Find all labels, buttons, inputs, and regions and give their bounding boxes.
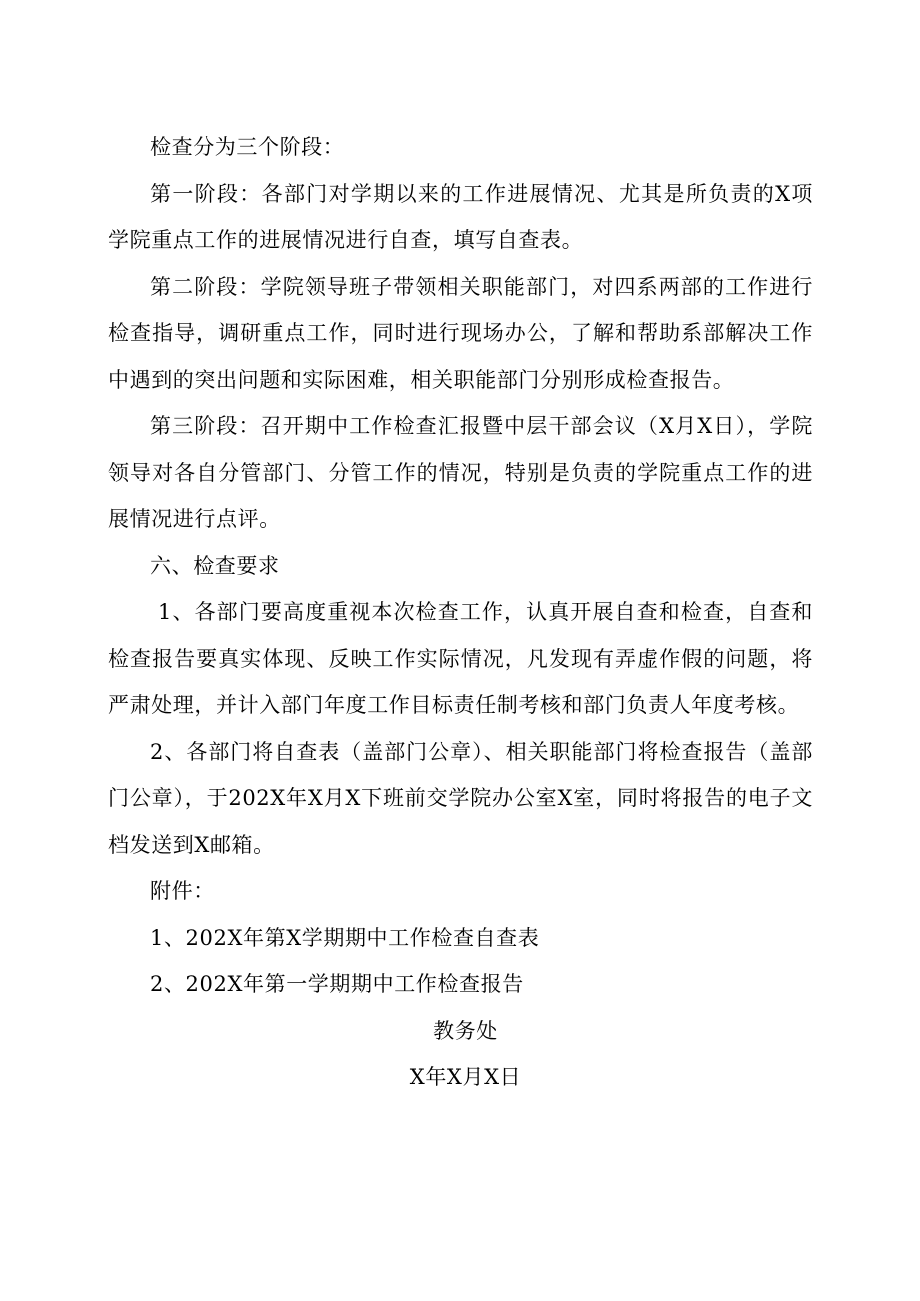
- attachment-two: 2、202X年第一学期期中工作检查报告: [150, 972, 524, 996]
- attachments-heading: 附件：: [150, 879, 215, 903]
- requirement-one-paragraph: 1、各部门要高度重视本次检查工作，认真开展自查和检查，自查和检查报告要真实体现、反映工作实际情况，凡发现有弄虚作假的问题，将严肃处理，并计入部门年度工作目标责任制考核和部门负责人年度考核。: [108, 600, 813, 717]
- stage-one-paragraph: 第一阶段：各部门对学期以来的工作进展情况、尤其是所负责的X项学院重点工作的进展情况进行自查，填写自查表。: [108, 181, 813, 252]
- attachment-one: 1、202X年第X学期期中工作检查自查表: [150, 925, 540, 950]
- signature-block: [108, 1008, 813, 1101]
- stages-intro: 检查分为三个阶段：: [150, 135, 345, 159]
- requirement-two-paragraph: 2、各部门将自查表（盖部门公章）、相关职能部门将检查报告（盖部门公章），于202X年X月X下班前交学院办公室X室，同时将报告的电子文档发送到X邮箱。: [108, 739, 813, 857]
- stage-two-paragraph: 第二阶段：学院领导班子带领相关职能部门，对四系两部的工作进行检查指导，调研重点工作，同时进行现场办公，了解和帮助系部解决工作中遇到的突出问题和实际困难，相关职能部门分别形成检查报告。: [108, 274, 813, 392]
- issuing-office: 教务处: [433, 1018, 498, 1043]
- issue-date: X年X月X日: [409, 1065, 522, 1089]
- section-heading-requirements: 六、检查要求: [150, 553, 280, 578]
- stage-three-paragraph: 第三阶段：召开期中工作检查汇报暨中层干部会议（X月X日），学院领导对各自分管部门、分管工作的情况，特别是负责的学院重点工作的进展情况进行点评。: [108, 414, 813, 531]
- document-body: [108, 124, 813, 1101]
